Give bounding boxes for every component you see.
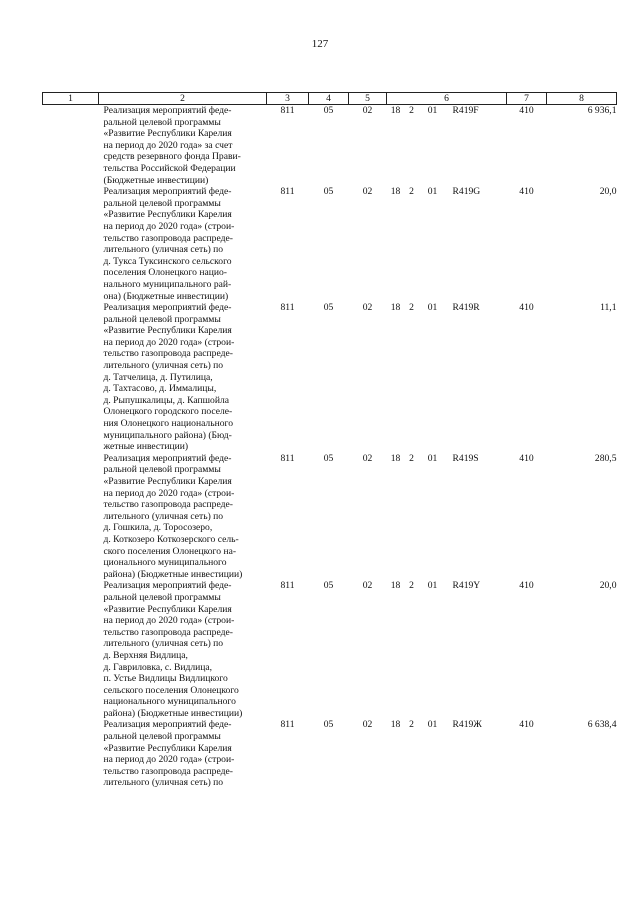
target-direction: R419Ж [452,719,482,731]
header-col-6: 6 [387,93,507,105]
table-row [43,105,617,187]
budget-table [42,92,617,789]
row-empty-cell [43,105,99,187]
row-amount: 280,5 [594,452,617,464]
row-expense-type: 410 [519,186,534,198]
row-description: Реализация мероприятий феде- ральной целевой программы «Развитие Республики Карелия на период до 2020 года» (строи- тельство газопровода распреде- лительного (уличная сеть) по д. Тукса Туксинского сельского поселения Олонецкого нацио- нального муниципального рай- она) (Бюджетные инвестиции) [103,186,235,302]
row-ministry-code: 811 [280,302,295,314]
table-header-row [43,93,617,105]
row-ministry-code: 811 [280,452,295,464]
table-row [43,186,617,302]
row-section-code: 05 [323,719,334,731]
row-subsection-code: 02 [362,302,373,314]
row-ministry-code: 811 [280,719,295,731]
target-event: 01 [427,105,438,116]
header-col-2: 2 [99,93,267,105]
row-ministry-code: 811 [280,186,295,198]
row-subsection-code: 02 [362,452,373,464]
row-section-code: 05 [323,452,334,464]
row-section-code: 05 [323,186,334,198]
row-description: Реализация мероприятий феде- ральной целевой программы «Развитие Республики Карелия на период до 2020 года» за счет средств резервного фонда Прави- тельства Российской Федерации (Бюджетные инвестиции) [103,105,241,186]
row-target-article [387,453,507,581]
target-program: 18 [390,452,401,464]
row-description: Реализация мероприятий феде- ральной целевой программы «Развитие Республики Карелия на период до 2020 года» (строи- тельство газопровода распреде- лительного (уличная сеть) по д. Гошкила, д. Торосозеро, д. Коткозеро Коткозерского сель- ского поселения Олонецкого на- ционального муниципального района) (Бюджетные инвестиции) [103,452,243,580]
header-col-4: 4 [309,93,349,105]
row-ministry-code: 811 [280,105,295,116]
row-subsection-code: 02 [362,105,373,116]
row-description: Реализация мероприятий феде- ральной целевой программы «Развитие Республики Карелия на период до 2020 года» (строи- тельство газопровода распреде- лительного (уличная сеть) по [103,719,235,789]
header-col-8: 8 [547,93,617,105]
row-target-article [387,580,507,719]
row-description: Реализация мероприятий феде- ральной целевой программы «Развитие Республики Карелия на период до 2020 года» (строи- тельство газопровода распреде- лительного (уличная сеть) по д. Татчелица, д. Путилица, д. Тахтасово, д. Иммалицы, д. Рыпушкалицы, д. Капшойла Олонецкого городского поселе- ния Олонецкого национального муниципального района) (Бюд- жетные инвестиции) [103,302,235,453]
target-direction: R419F [452,105,479,116]
target-subprogram: 2 [409,302,414,314]
target-program: 18 [390,105,401,116]
row-target-article [387,302,507,453]
row-subsection-code: 02 [362,580,373,592]
row-amount: 6 936,1 [587,105,617,116]
target-program: 18 [390,580,401,592]
row-description: Реализация мероприятий феде- ральной целевой программы «Развитие Республики Карелия на период до 2020 года» (строи- тельство газопровода распреде- лительного (уличная сеть) по д. Верхняя Видлица, д. Гавриловка, с. Видлица, п. Устье Видлицы Видлицкого сельского поселения Олонецкого национального муниципального района) (Бюджетные инвестиции) [103,580,243,719]
table-row [43,580,617,719]
target-direction: R419R [452,302,480,314]
target-subprogram: 2 [409,580,414,592]
row-amount: 20,0 [599,580,617,592]
row-expense-type: 410 [519,105,534,116]
target-subprogram: 2 [409,186,414,198]
header-col-3: 3 [267,93,309,105]
header-col-1: 1 [43,93,99,105]
row-empty-cell [43,453,99,581]
target-event: 01 [427,452,438,464]
table-row [43,453,617,581]
row-section-code: 05 [323,105,334,116]
target-program: 18 [390,302,401,314]
row-expense-type: 410 [519,719,534,731]
row-empty-cell [43,580,99,719]
row-expense-type: 410 [519,302,534,314]
row-subsection-code: 02 [362,719,373,731]
row-target-article [387,186,507,302]
table-row [43,302,617,453]
row-ministry-code: 811 [280,580,295,592]
target-direction: R419Y [452,580,481,592]
row-amount: 11,1 [600,302,617,314]
target-event: 01 [427,580,438,592]
row-section-code: 05 [323,580,334,592]
row-target-article [387,719,507,789]
target-direction: R419G [452,186,481,198]
target-event: 01 [427,302,438,314]
row-target-article [387,105,507,187]
header-col-5: 5 [349,93,387,105]
table-row [43,719,617,789]
target-program: 18 [390,719,401,731]
row-empty-cell [43,186,99,302]
row-expense-type: 410 [519,452,534,464]
target-event: 01 [427,186,438,198]
header-col-7: 7 [507,93,547,105]
target-program: 18 [390,186,401,198]
row-subsection-code: 02 [362,186,373,198]
row-empty-cell [43,302,99,453]
row-expense-type: 410 [519,580,534,592]
target-subprogram: 2 [409,452,414,464]
row-empty-cell [43,719,99,789]
target-subprogram: 2 [409,719,414,731]
row-amount: 6 638,4 [587,719,617,731]
page-number: 127 [311,38,329,50]
target-direction: R419S [452,452,479,464]
row-section-code: 05 [323,302,334,314]
target-event: 01 [427,719,438,731]
target-subprogram: 2 [409,105,414,116]
row-amount: 20,0 [599,186,617,198]
